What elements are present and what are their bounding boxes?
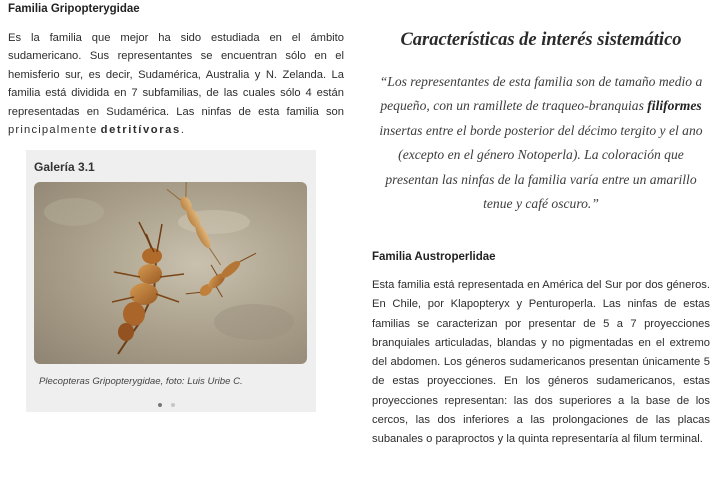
gallery-pagination — [158, 394, 180, 400]
quote-part-1: “Los representantes de esta familia son de tamaño medio a pequeño, con un ramillete de traqueo-branquias — [379, 74, 703, 114]
gallery-photo[interactable] — [34, 182, 307, 364]
paragraph-bold-word: detritívoras — [100, 124, 181, 137]
gallery-dot-1[interactable] — [158, 403, 162, 407]
paragraph-end: . — [180, 124, 184, 137]
section-title-gripopterygidae: Familia Gripopterygidae — [8, 3, 140, 15]
systematic-features-heading: Características de interés sistemático — [400, 30, 682, 50]
nymph-large — [112, 222, 184, 354]
austroperlidae-paragraph: Esta familia está representada en América del Sur por dos géneros. En Chile, por Klapopteryx y Penturoperla. Las ninfas de estas familias se caracterizan por presentar de 5 a 7 proyecciones branquiales articuladas, blandas y no pigmentadas en el extremo del abdomen. Los géneros sudamericanos presentan únicamente 5 de estas proyecciones. En los géneros sudamericanos, estas proyecciones representan: las dos superiores a la base de los cercos, las dos inferiores a las prolongaciones de las placas subanales o paraproctos y la quinta representaría al filum terminal. — [372, 279, 710, 446]
gallery-dot-2[interactable] — [171, 403, 175, 407]
systematic-features-quote — [372, 70, 710, 216]
quote-bold-word: filiformes — [647, 98, 702, 114]
gallery-caption: Plecopteras Gripopterygidae, foto: Luis Uribe C. — [39, 376, 243, 387]
gallery-title: Galería 3.1 — [34, 160, 95, 174]
insect-photo-illustration — [34, 182, 307, 364]
nymph-right — [182, 238, 264, 314]
gripopterygidae-paragraph — [8, 29, 344, 139]
section-title-austroperlidae: Familia Austroperlidae — [372, 251, 496, 263]
gallery-box — [26, 150, 316, 412]
paragraph-spaced-word: principalmente — [8, 124, 98, 137]
paragraph-main-text: Es la familia que mejor ha sido estudiada en el ámbito sudamericano. Sus representantes se encuentran sólo en el hemisferio sur, es decir, Sudamérica, Australia y N. Zelanda. La familia está dividida en 7 subfamilias, de las cuales sólo 4 están representadas en Sudamérica. Las ninfas de esta familia son — [8, 32, 344, 118]
quote-part-2: insertas entre el borde posterior del décimo tergito y el ano (excepto en el género Notoperla). La coloración que presentan las ninfas de la familia varía entre un amarillo tenue y café oscuro.” — [379, 122, 703, 212]
